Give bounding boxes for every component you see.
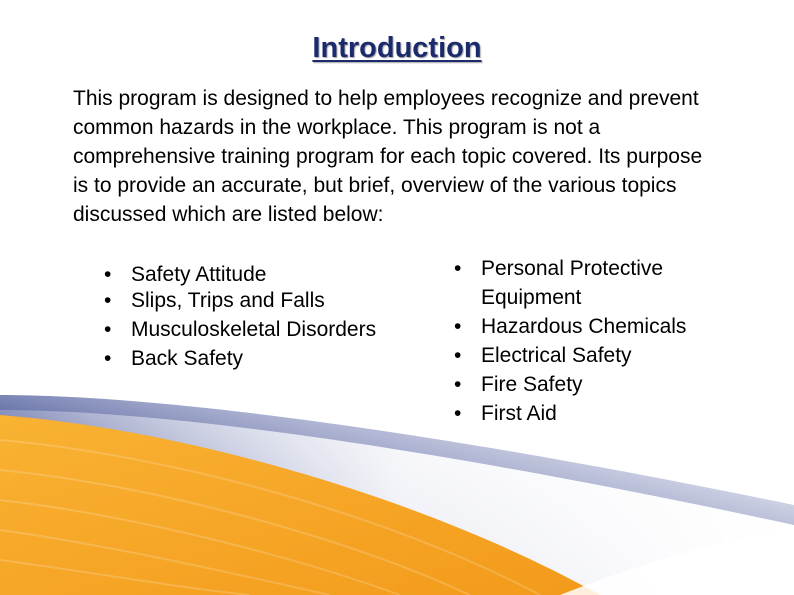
list-item: [104, 315, 376, 344]
left-topic-list: [104, 257, 376, 373]
topic-label: Hazardous Chemicals: [481, 315, 687, 338]
topic-label: Back Safety: [131, 347, 244, 370]
bullet-icon: •: [104, 263, 112, 286]
bullet-icon: •: [454, 402, 462, 425]
list-item: [454, 341, 711, 370]
list-item: [104, 286, 376, 315]
bullet-icon: •: [454, 344, 462, 367]
list-item: [454, 399, 711, 428]
topic-label: Musculoskeletal Disorders: [131, 318, 377, 341]
topic-label: Safety Attitude: [131, 263, 267, 286]
list-item: [454, 312, 711, 341]
list-item: [104, 260, 376, 289]
slide-title: Introduction: [312, 32, 482, 64]
bullet-icon: •: [454, 315, 462, 338]
topic-label: First Aid: [481, 402, 557, 425]
bullet-icon: •: [454, 373, 462, 396]
bullet-icon: •: [104, 289, 112, 312]
bullet-icon: •: [454, 257, 462, 280]
topic-label: Personal Protective Equipment: [481, 257, 664, 309]
list-item: [454, 370, 711, 399]
list-item: [454, 254, 711, 312]
right-topic-list: [454, 254, 711, 428]
bullet-icon: •: [104, 318, 112, 341]
list-item: [104, 344, 376, 373]
intro-paragraph: This program is designed to help employees recognize and prevent common hazards in the workplace. This program is not a comprehensive training program for each topic covered. Its purpose is to provide an accurate, but brief, overview of the various topics discussed which are listed below:: [73, 87, 703, 226]
bullet-icon: •: [104, 347, 112, 370]
topic-label: Slips, Trips and Falls: [131, 289, 325, 312]
topic-label: Electrical Safety: [481, 344, 632, 367]
topic-label: Fire Safety: [481, 373, 583, 396]
